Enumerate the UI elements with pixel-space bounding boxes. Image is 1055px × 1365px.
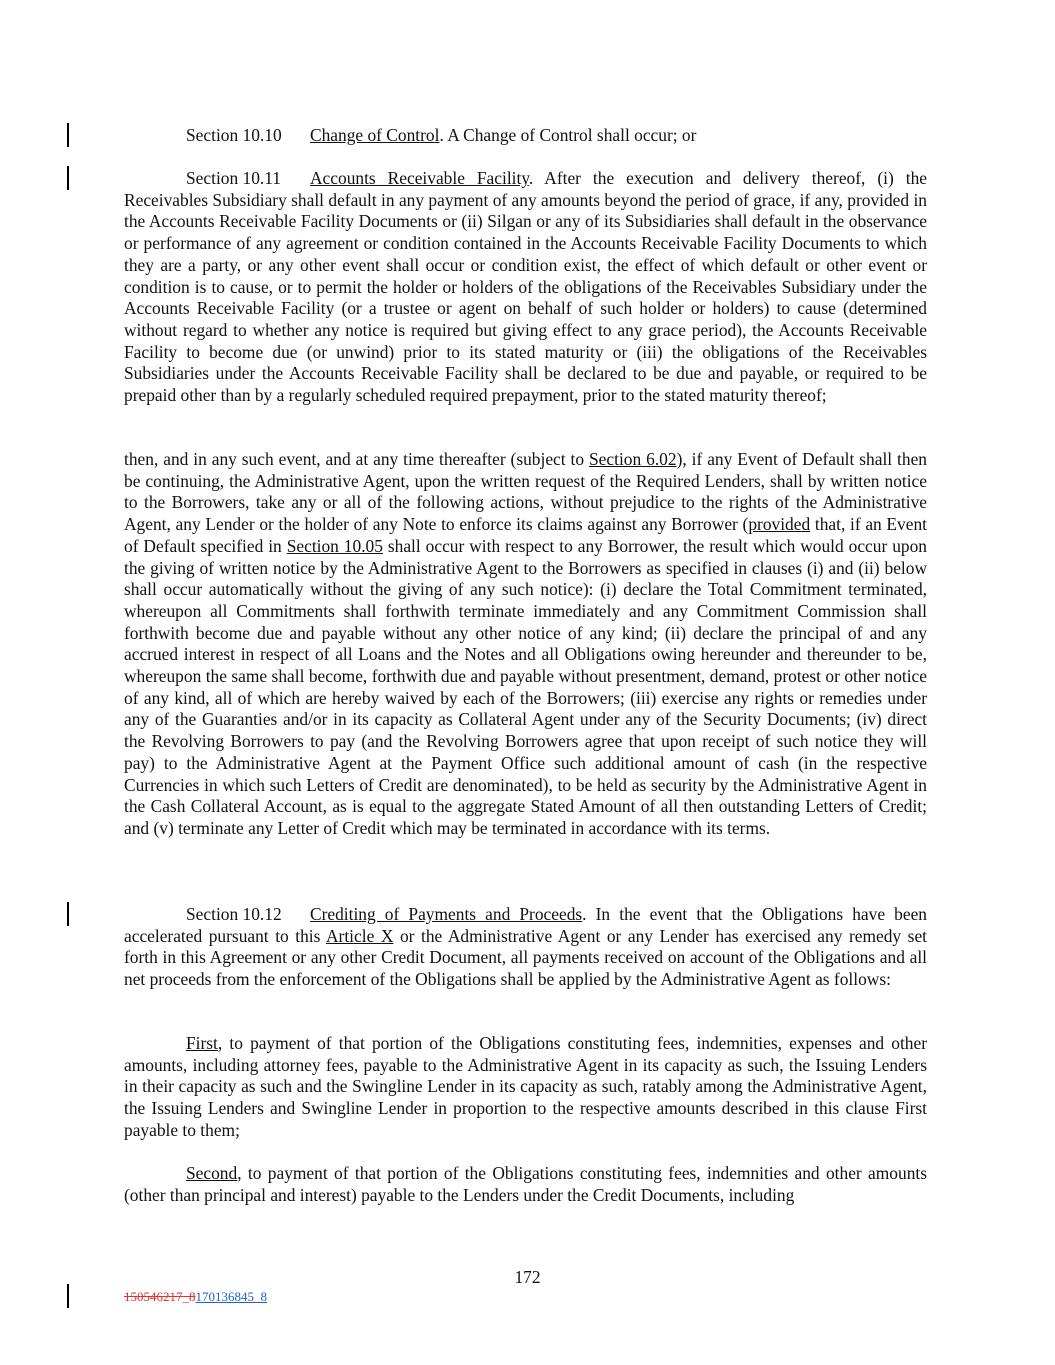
section-number: Section 10.12 — [186, 904, 282, 924]
clause-label: First — [186, 1033, 218, 1053]
section-body: or the Administrative Agent or any Lender has exercised any remedy set forth in this Agreement or any other Credit Document, all payments received on account of the Obligations and all net proceeds from the enforcement of the Obligations shall be applied by the Administrative Agent as follows: — [124, 925, 927, 990]
document-id-deleted: 150546217_8 — [124, 1289, 196, 1304]
cross-reference: Article X — [326, 925, 394, 946]
clause-first — [124, 1033, 927, 1142]
section-title: Change of Control — [310, 125, 440, 145]
section-10-11 — [124, 168, 927, 407]
cross-reference: Section 6.02 — [589, 449, 677, 469]
section-body: . After the execution and delivery thereof, (i) the Receivables Subsidiary shall default in any payment of any amounts beyond the period of grace, if any, provided in the Accounts Receivable Facility Documents or (ii) Silgan or any of its Subsidiaries shall default in the observance or performance of any agreement or condition contained in the Accounts Receivable Facility Documents to which they are a party, or any other event shall occur or condition exist, the effect of which default or other event or condition is to cause, or to permit the holder or holders of the obligations of the Receivables Subsidiary under the Accounts Receivable Facility (or a trustee or agent on behalf of such holder or holders) to cause (determined without regard to whether any notice is required but giving effect to any grace period), the Accounts Receivable Facility to become due (or unwind) prior to its stated maturity or (iii) the obligations of the Receivables Subsidiaries under the Accounts Receivable Facility shall be declared to be due and payable, or required to be prepaid other than by a regularly scheduled required prepayment, prior to the stated maturity thereof; — [124, 168, 927, 406]
paragraph-text: ), if any Event of Default shall then be continuing, the Administrative Agent, upon the written request of the Required Lenders, shall by written notice to the Borrowers, take any or all of the following actions, without prejudice to the rights of the Administrative Agent, any Lender or the holder of any Note to enforce its claims against any Borrower ( — [124, 449, 927, 535]
document-id — [124, 1289, 267, 1305]
remedies-paragraph — [124, 449, 927, 840]
section-title: Crediting of Payments and Proceeds — [310, 904, 583, 924]
paragraph-text: then, and in any such event, and at any time thereafter (subject to — [124, 449, 590, 469]
paragraph-text: that, if an Event of Default specified in — [124, 514, 928, 556]
section-10-12 — [124, 904, 927, 991]
clause-second — [124, 1163, 927, 1206]
document-id-inserted: 170136845_8 — [195, 1289, 267, 1304]
section-body: . In the event that the Obligations have been accelerated pursuant to this — [124, 904, 927, 946]
section-title: Accounts Receivable Facility — [310, 168, 529, 188]
section-number: Section 10.10 — [186, 125, 282, 145]
clause-label: Second — [186, 1163, 238, 1183]
page-number: 172 — [514, 1267, 541, 1287]
defined-term: provided — [748, 514, 811, 535]
clause-body: , to payment of that portion of the Obligations constituting fees, indemnities, expenses and other amounts, including attorney fees, payable to the Administrative Agent in its capacity as such, the Issuing Lenders in their capacity as such and the Swingline Lender in its capacity as such, ratably among the Administrative Agent, the Issuing Lenders and Swingline Lender in proportion to the respective amounts described in this clause First payable to them; — [124, 1033, 927, 1140]
section-10-10 — [124, 125, 927, 147]
cross-reference: Section 10.05 — [286, 535, 383, 556]
change-bar — [67, 902, 69, 926]
paragraph-text: shall occur with respect to any Borrower, the result which would occur upon the giving of written notice by the Administrative Agent to the Borrowers as specified in clauses (i) and (ii) below shall occur automatically without the giving of any such notice): (i) declare the Total Commitment terminated, whereupon all Commitments shall forthwith terminate immediately and any Commitment Commission shall forthwith become due and payable without any other notice of any kind; (ii) declare the principal of and any accrued interest in respect of all Loans and the Notes and all Obligations owing hereunder and thereunder to be, whereupon the same shall become, forthwith due and payable without presentment, demand, protest or other notice of any kind, all of which are hereby waived by each of the Borrowers; (iii) exercise any rights or remedies under any of the Guaranties and/or in its capacity as Collateral Agent under any of the Security Documents; (iv) direct the Revolving Borrowers to pay (and the Revolving Borrowers agree that upon receipt of such notice they will pay) to the Administrative Agent at the Payment Office such additional amount of cash (in the respective Currencies in which such Letters of Credit are denominated), to be held as security by the Administrative Agent in the Cash Collateral Account, as is equal to the aggregate Stated Amount of all then outstanding Letters of Credit; and (v) terminate any Letter of Credit which may be terminated in accordance with its terms. — [124, 535, 927, 838]
section-body: . A Change of Control shall occur; or — [439, 125, 697, 145]
change-bar — [67, 123, 69, 147]
change-bar — [67, 166, 69, 190]
clause-body: , to payment of that portion of the Obligations constituting fees, indemnities and other amounts (other than principal and interest) payable to the Lenders under the Credit Documents, including — [124, 1163, 927, 1205]
section-number: Section 10.11 — [186, 168, 281, 188]
